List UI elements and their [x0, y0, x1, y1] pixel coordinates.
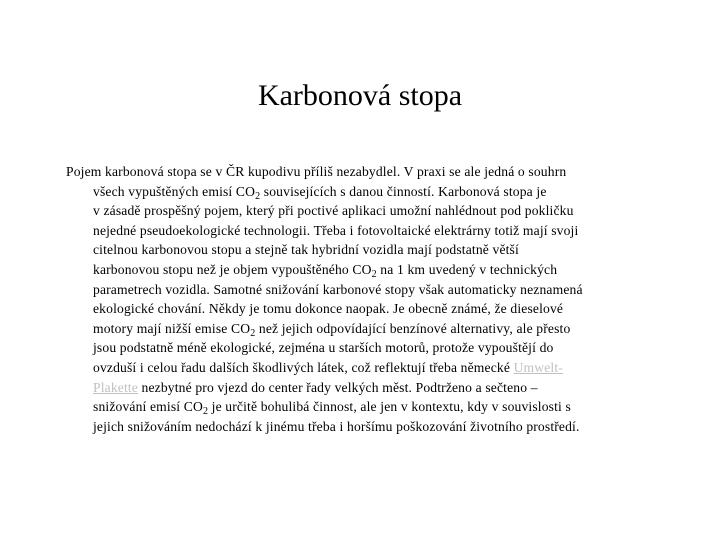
slide-title: Karbonová stopa: [257, 79, 463, 112]
subscript-2: 2: [255, 190, 261, 202]
umwelt-plakette-link-cont[interactable]: Plakette: [93, 379, 138, 395]
body-paragraph: [66, 162, 666, 436]
subscript-2: 2: [371, 268, 377, 280]
paragraph-line: Plakette nezbytné pro vjezd do center řady velkých měst. Podtrženo a sečteno –: [93, 379, 538, 395]
subscript-2: 2: [202, 406, 209, 418]
paragraph-line: citelnou karbonovou stopu a stejně tak hybridní vozidla mají podstatně větší: [93, 242, 519, 258]
paragraph-line: motory mají nižší emise $CO_2$ než jejich odpovídající benzínové alternativy, ale přesto: [93, 320, 571, 339]
paragraph-line: karbonovou stopu než je objem vypouštěného $CO_2$ na 1 km uvedený v technických: [93, 261, 558, 280]
paragraph-line: nejedné pseudoekologické technologii. Třeba i fotovoltaické elektrárny totiž mají svoji: [93, 222, 579, 238]
subscript-2: 2: [250, 327, 256, 339]
paragraph-line: všech vypuštěných emisí $CO_2$ souvisejících s danou činností. Karbonová stopa je: [93, 183, 547, 202]
paragraph-line: ekologické chování. Někdy je tomu dokonce naopak. Je obecně známé, že dieselové: [93, 301, 564, 317]
paragraph-line: jsou podstatně méně ekologické, zejména u starších motorů, protože vypouštějí do: [93, 340, 554, 356]
paragraph-line: ovzduší i celou řadu dalších škodlivých látek, což reflektují třeba německé Umwelt-: [93, 359, 563, 375]
paragraph-line: snižování emisí $CO_2$ je určitě bohulibá činnost, ale jen v kontextu, kdy v souvislosti s: [93, 399, 571, 418]
umwelt-plakette-link[interactable]: Umwelt-: [513, 359, 563, 375]
paragraph-line: Pojem karbonová stopa se v ČR kupodivu příliš nezabydlel. V praxi se ale jedná o souhrn: [66, 164, 567, 179]
paragraph-line: v zásadě prospěšný pojem, který při poctivé aplikaci umožní nahlédnout pod pokličku: [93, 203, 574, 219]
paragraph-line: jejich snižováním nedochází k jinému třeba i horšímu poškozování životního prostředí.: [93, 418, 580, 434]
paragraph-line: parametrech vozidla. Samotné snižování karbonové stopy však automaticky neznamená: [93, 281, 583, 297]
